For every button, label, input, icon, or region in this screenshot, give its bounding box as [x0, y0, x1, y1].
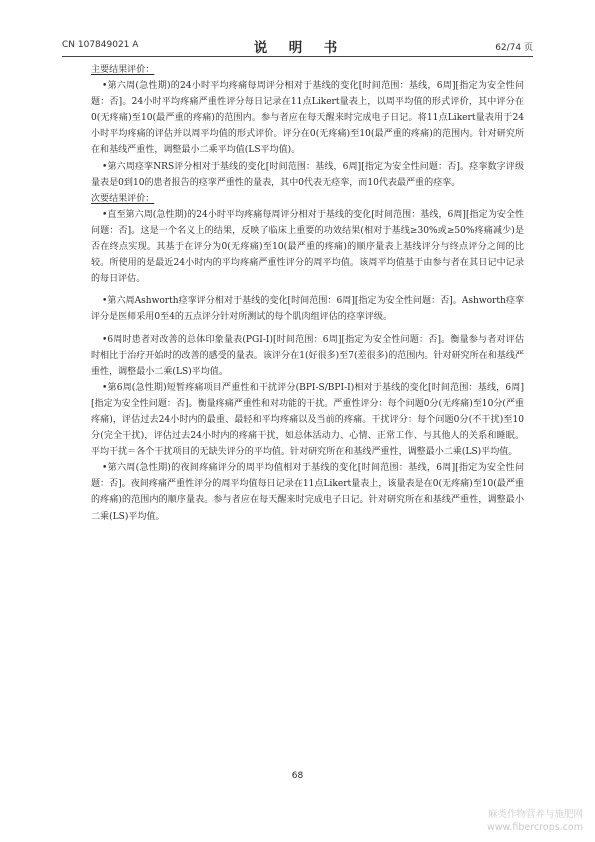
section-heading-primary: 主要结果评价：: [91, 65, 155, 75]
paragraph: •6周时患者对改善的总体印象量表(PGI-I)[时间范围：6周][指定为安全性问题：否]。衡量参与者对评估时相比于治疗开始时的改善的感受的量表。该评分在1(好很多)至7(差很多)的范围内。针对研究所在和基线严重性，调整最小二乘(LS)平均值。: [91, 334, 524, 377]
header-rule: [62, 56, 533, 57]
watermark: [487, 808, 583, 834]
watermark-title: 麻类作物营养与施肥网: [487, 809, 583, 820]
page-number: 68: [291, 771, 304, 781]
page-reference: 62/74 页: [495, 43, 533, 53]
paragraph: •直至第六周(急性期)的24小时平均疼痛每周评分相对于基线的变化[时间范围：基线，6周][指定为安全性问题：否]。这是一个名义上的结果，反映了临床上重要的功效结果(相对于基线≥30%或≥50%疼痛减少)是否在终点实现。其基于在评分为0(无疼痛)至10(最严重的疼痛)的顺序量表上基线评分与终点评分之间的比较。所使用的是最近24小时内的平均疼痛严重性评分的周平均值。该周平均值基于由参与者在其日记中记录的每日评估。: [91, 209, 524, 285]
paragraph: •第6周(急性期)短暂疼痛项目严重性和干扰评分(BPI-S/BPI-I)相对于基线的变化[时间范围：基线，6周][指定为安全性问题：否]。衡量疼痛严重性和对功能的干扰。严重性评分：每个问题0分(无疼痛)至10分(严重疼痛)，评估过去24小时内的最重、最轻和平均疼痛以及当前的疼痛。干扰评分：每个问题0分(不干扰)至10分(完全干扰)，评估过去24小时内的疼痛干扰，如总体活动力、心情、正常工作、与其他人的关系和睡眠。平均干扰＝各个干扰项目的无缺失评分的平均值。针对研究所在和基线严重性，调整最小二乘(LS)平均值。: [91, 382, 524, 458]
paragraph: •第六周(急性期)的夜间疼痛评分的周平均值相对于基线的变化[时间范围：基线，6周][指定为安全性问题：否]。夜间疼痛严重性评分的周平均值每日记录在11点Likert量表上，该量表是在0(无疼痛)至10(最严重的疼痛)的范围内的顺序量表。参与者应在每天醒来时完成电子日记。针对研究所在和基线严重性，调整最小二乘(LS)平均值。: [91, 463, 524, 522]
patent-number: CN 107849021 A: [62, 40, 139, 50]
watermark-url: www.fibercrops.com: [486, 822, 583, 833]
paragraph: •第六周Ashworth痉挛评分相对于基线的变化[时间范围：6周][指定为安全性问题：否]。Ashworth痉挛评分是医师采用0至4的五点评分针对所测试的每个肌肉组评估的痉挛评级。: [91, 296, 524, 323]
paragraph: •第六周痉挛NRS评分相对于基线的变化[时间范围：基线，6周][指定为安全性问题：否]。痉挛数字评级量表是0到10的患者报告的痉挛严重性的量表，其中0代表无痉挛，而10代表最严重的痉挛。: [91, 161, 524, 188]
document-title: 说 明 书: [253, 40, 342, 56]
paragraph: •第六周(急性期)的24小时平均疼痛每周评分相对于基线的变化[时间范围：基线，6周][指定为安全性问题：否]。24小时平均疼痛严重性评分每日记录在11点Likert量表上，以周平均值的形式评价，其中评分在0(无疼痛)至10(最严重的疼痛)的范围内。参与者应在每天醒来时完成电子日记。将11点Likert量表用于24小时平均疼痛的评估并以周平均值的形式评价。评分在0(无疼痛)至10(最严重的疼痛)的范围内。针对研究所在和基线严重性，调整最小二乘平均值(LS平均值)。: [91, 81, 524, 156]
page-header: [62, 36, 533, 54]
page-body: [91, 62, 524, 525]
section-heading-secondary: 次要结果评价：: [91, 193, 155, 204]
